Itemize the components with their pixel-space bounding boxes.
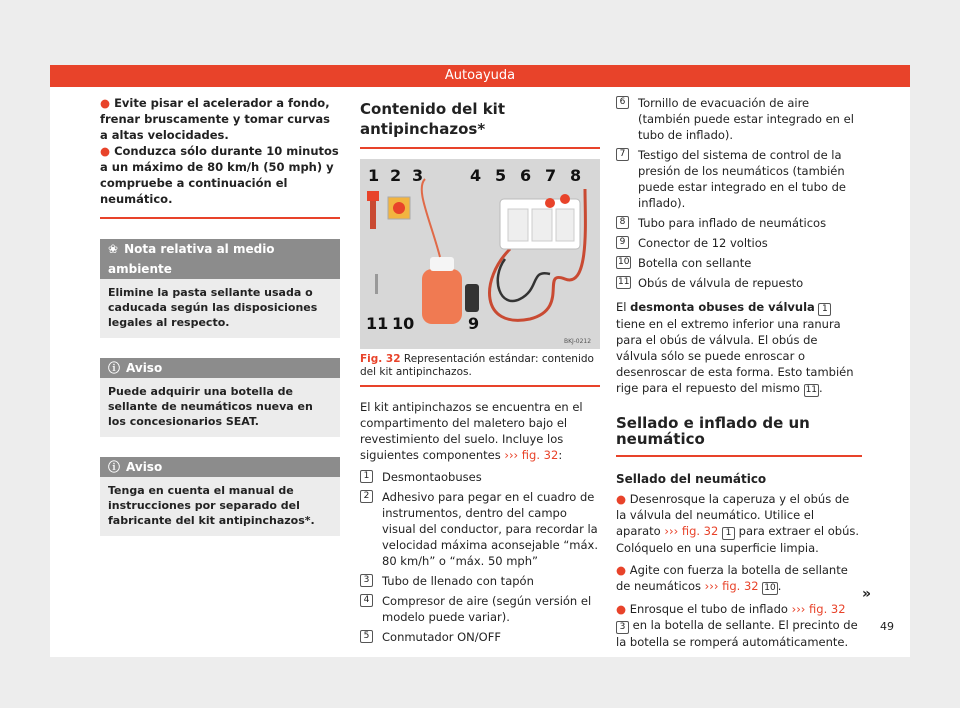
bullet-icon: ● (100, 96, 111, 110)
intro-paragraph: El kit antipinchazos se encuentra en el compartimento del maletero bajo el revestimiento del suelo. Incluye los siguientes componentes ››› fig. 32: (360, 400, 583, 462)
list-item: 10 Botella con sellante (618, 256, 752, 270)
figure-label: 10 (392, 314, 415, 333)
list-item: 11 Obús de válvula de repuesto (618, 276, 804, 290)
component-list (360, 469, 600, 645)
section-title: Contenido del kit antipinchazos* (360, 95, 600, 149)
info-icon: ⓘ (108, 460, 121, 474)
env-note-body: Elimine la pasta sellante usada o caducada según las disposiciones legales al respecto. (108, 286, 318, 329)
flower-icon: ❀ (108, 242, 119, 256)
figure-label: 5 (495, 166, 507, 185)
env-note (100, 239, 340, 338)
kit-illustration (360, 159, 600, 349)
aviso-note-1 (100, 358, 340, 437)
figure-label: 8 (570, 166, 582, 185)
list-item: 3 Tubo de llenado con tapón (360, 573, 600, 589)
fig-link[interactable]: ››› fig. 32 (704, 579, 759, 593)
list-item: 6 Tornillo de evacuación de aire (también puede estar integrado en el tubo de inflado). (616, 95, 862, 143)
step-item: ● Desenrosque la caperuza y el obús de la válvula del neumático. Utilice el aparato ››› fig. 32 1 para extraer el obús. Colóquelo en una superficie limpia. (616, 492, 860, 555)
subsection-title: Sellado del neumático (616, 472, 767, 486)
header-bar: Autoayuda (50, 65, 910, 87)
right-column (616, 95, 862, 656)
section-title-sealing: Sellado e inflado de un neumático (616, 415, 862, 457)
warning-box (100, 95, 340, 219)
bullet-icon: ● (100, 144, 111, 158)
list-item: 2 Adhesivo para pegar en el cuadro de instrumentos, dentro del campo visual del conductor, para recordar la velocidad máxima aconsejable “máx. 80 km/h” o “máx. 50 mph” (360, 489, 600, 569)
info-icon: ⓘ (108, 361, 121, 375)
warning-item: ● Conduzca sólo durante 10 minutos a un máximo de 80 km/h (50 mph) y compruebe a continuación el neumático. (100, 144, 339, 206)
bullet-icon: ● (616, 602, 627, 616)
figure-label: 1 (368, 166, 380, 185)
bullet-icon: ● (616, 492, 627, 506)
left-column (100, 95, 340, 536)
bullet-icon: ● (616, 563, 627, 577)
env-note-header: ❀ Nota relativa al medio ambiente (100, 239, 340, 279)
list-item: 5 Conmutador ON/OFF (360, 629, 600, 645)
component-list-cont (616, 95, 862, 291)
middle-column (360, 95, 600, 649)
figure-label: 4 (470, 166, 482, 185)
figure-32 (360, 159, 600, 387)
figure-label: 9 (468, 314, 480, 333)
step-item: ● Agite con fuerza la botella de sellante de neumáticos ››› fig. 32 10 . (616, 563, 848, 593)
figure-label: 11 (366, 314, 389, 333)
valve-paragraph: El desmonta obuses de válvula 1 tiene en el extremo inferior una ranura para el obús de válvula. El obús de válvula sólo se puede enroscar o desenroscar de esta forma. Esto también rige para el repuesto del mismo 11 . (616, 300, 854, 395)
aviso-note-2 (100, 457, 340, 536)
figure-label: 7 (545, 166, 557, 185)
continue-icon: » (862, 586, 872, 602)
page-number: 49 (880, 620, 894, 633)
figure-code: BKJ-0212 (564, 338, 592, 345)
fig-link[interactable]: ››› fig. 32 (791, 602, 846, 616)
warning-item: ● Evite pisar el acelerador a fondo, frenar bruscamente y tomar curvas a altas velocidades. (100, 96, 330, 142)
list-item: 1 Desmontaobuses (360, 469, 600, 485)
list-item: 4 Compresor de aire (según versión el modelo puede variar). (360, 593, 600, 625)
aviso-header: ⓘ Aviso (100, 457, 340, 477)
list-item: 7 Testigo del sistema de control de la presión de los neumáticos (también puede estar integrado en el tubo de inflado). (616, 147, 862, 211)
figure-caption: Fig. 32 Representación estándar: contenido del kit antipinchazos. (360, 353, 594, 378)
fig-link[interactable]: ››› fig. 32 (664, 524, 719, 538)
figure-label: 3 (412, 166, 424, 185)
figure-label: 6 (520, 166, 532, 185)
aviso-body: Tenga en cuenta el manual de instrucciones por separado del fabricante del kit antipinchazos*. (108, 484, 315, 527)
aviso-header: ⓘ Aviso (100, 358, 340, 378)
figure-label: 2 (390, 166, 402, 185)
list-item: 9 Conector de 12 voltios (616, 235, 862, 251)
fig-link[interactable]: ››› fig. 32 (504, 448, 559, 462)
step-item: ● Enrosque el tubo de inflado ››› fig. 32 3 en la botella de sellante. El precinto de la botella se romperá automáticamente. (616, 602, 858, 649)
aviso-body: Puede adquirir una botella de sellante de neumáticos nueva en los concesionarios SEAT. (108, 385, 313, 428)
list-item: 8 Tubo para inflado de neumáticos (616, 215, 862, 231)
